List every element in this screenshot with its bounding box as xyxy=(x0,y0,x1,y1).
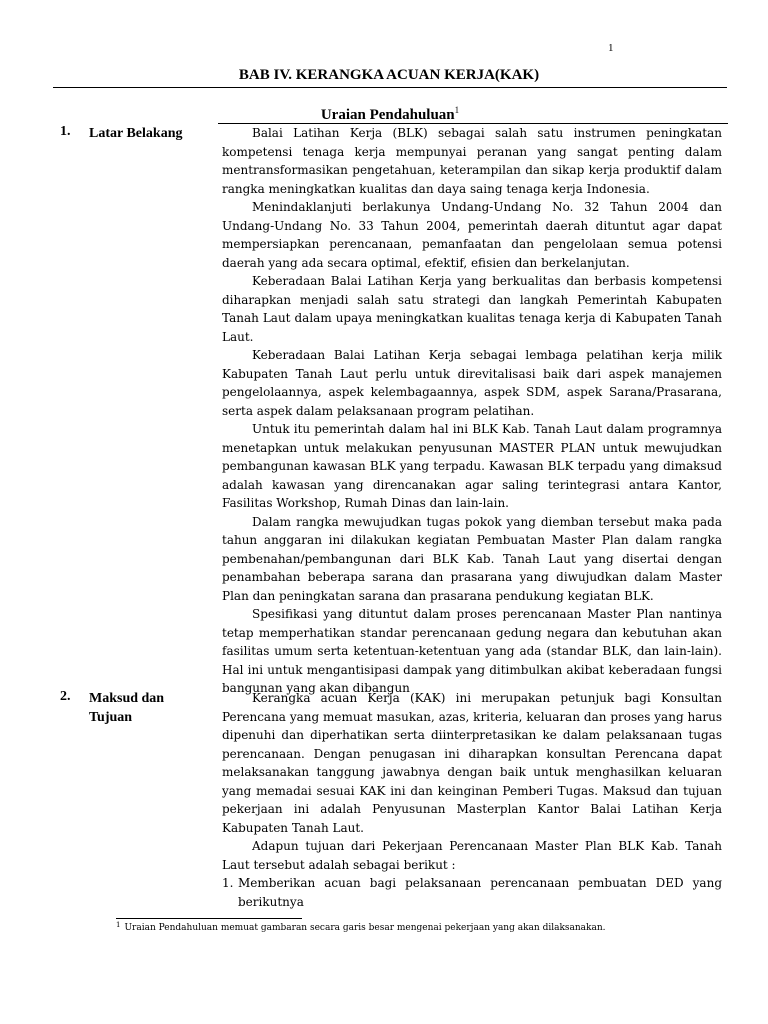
section-1-paragraph: Balai Latihan Kerja (BLK) sebagai salah satu instrumen peningkatan kompetensi tenaga kerja mempunyai peranan yang sangat penting dalam mentransformasikan pengetahuan, keterampilan dan sikap kerja produktif dalam rangka meningkatkan kualitas dan daya saing tenaga kerja Indonesia. xyxy=(222,126,722,196)
footnote-separator xyxy=(116,918,302,919)
footnote xyxy=(116,921,716,933)
list-item-number: 1. xyxy=(222,876,234,890)
section-1-paragraph: Keberadaan Balai Latihan Kerja yang berkualitas dan berbasis kompetensi diharapkan menjadi salah satu strategi dan langkah Pemerintah Kabupaten Tanah Laut dalam upaya meningkatkan kualitas tenaga kerja di Kabupaten Tanah Laut. xyxy=(222,274,722,344)
section-1-paragraph: Menindaklanjuti berlakunya Undang-Undang No. 32 Tahun 2004 dan Undang-Undang No. 33 Tahun 2004, pemerintah daerah dituntut agar dapat mempersiapkan perencanaan, pemanfaatan dan pengelolaan semua potensi daerah yang ada secara optimal, efektif, efisien dan berkelanjutan. xyxy=(222,200,722,270)
section-1-paragraph: Untuk itu pemerintah dalam hal ini BLK Kab. Tanah Laut dalam programnya menetapkan untuk melakukan penyusunan MASTER PLAN untuk mewujudkan pembangunan kawasan BLK yang terpadu. Kawasan BLK terpadu yang dimaksud adalah kawasan yang direncanakan agar saling terintegrasi antara Kantor, Fasilitas Workshop, Rumah Dinas dan lain-lain. xyxy=(222,422,722,510)
section-1-number: 1. xyxy=(60,124,71,139)
objective-list-item xyxy=(222,874,722,911)
title-underline xyxy=(53,87,727,88)
section-2-paragraph: Kerangka acuan Kerja (KAK) ini merupakan petunjuk bagi Konsultan Perencana yang memuat masukan, azas, kriteria, keluaran dan proses yang harus dipenuhi dan diperhatikan serta diinterpretasikan ke dalam pelaksanaan tugas perencanaan. Dengan penugasan ini diharapkan konsultan Perencana dapat melaksanakan tanggung jawabnya dengan baik untuk menghasilkan keluaran yang memadai sesuai KAK ini dan keinginan Pemberi Tugas. Maksud dan tujuan pekerjaan ini adalah Penyusunan Masterplan Kantor Balai Latihan Kerja Kabupaten Tanah Laut. xyxy=(222,691,722,835)
intro-heading xyxy=(0,105,768,124)
intro-heading-text: Uraian Pendahuluan xyxy=(320,107,455,123)
section-2-number: 2. xyxy=(60,689,71,704)
section-2-paragraph: Adapun tujuan dari Pekerjaan Perencanaan Master Plan BLK Kab. Tanah Laut tersebut adalah sebagai berikut : xyxy=(222,839,722,872)
document-title: BAB IV. KERANGKA ACUAN KERJA(KAK) xyxy=(238,67,540,83)
section-2-title: Maksud dan Tujuan xyxy=(89,691,165,725)
section-1-paragraph: Spesifikasi yang dituntut dalam proses perencanaan Master Plan nantinya tetap memperhatikan standar perencanaan gedung negara dan kebutuhan akan fasilitas umum serta ketentuan-ketentuan yang ada (standar BLK, dan lain-lain). Hal ini untuk mengantisipasi dampak yang ditimbulkan akibat keberadaan fungsi bangunan yang akan dibangun xyxy=(222,607,722,695)
section-1-title: Latar Belakang xyxy=(89,126,183,141)
list-item-text: Memberikan acuan bagi pelaksanaan perencanaan pembuatan DED yang berikutnya xyxy=(238,876,722,909)
footnote-marker: 1 xyxy=(116,921,121,929)
section-1-paragraph: Dalam rangka mewujudkan tugas pokok yang diemban tersebut maka pada tahun anggaran ini dilakukan kegiatan Pembuatan Master Plan dalam rangka pembenahan/pembangunan dari BLK Kab. Tanah Laut yang disertai dengan penambahan beberapa sarana dan prasarana yang diwujudkan dalam Master Plan dan peningkatan sarana dan prasarana pendukung kegiatan BLK. xyxy=(222,514,722,603)
section-1-body xyxy=(222,124,722,698)
section-2-body xyxy=(222,689,722,911)
section-1-paragraph: Keberadaan Balai Latihan Kerja sebagai lembaga pelatihan kerja milik Kabupaten Tanah Laut perlu untuk direvitalisasi baik dari aspek manajemen pengelolaannya, aspek kelembagaannya, aspek SDM, aspek Sarana/Prasarana, serta aspek dalam pelaksanaan program pelatihan. xyxy=(222,348,722,418)
footnote-text: Uraian Pendahuluan memuat gambaran secara garis besar mengenai pekerjaan yang akan dilaksanakan. xyxy=(124,923,606,933)
intro-footnote-ref: 1 xyxy=(454,105,460,115)
page-number: 1 xyxy=(608,42,614,54)
